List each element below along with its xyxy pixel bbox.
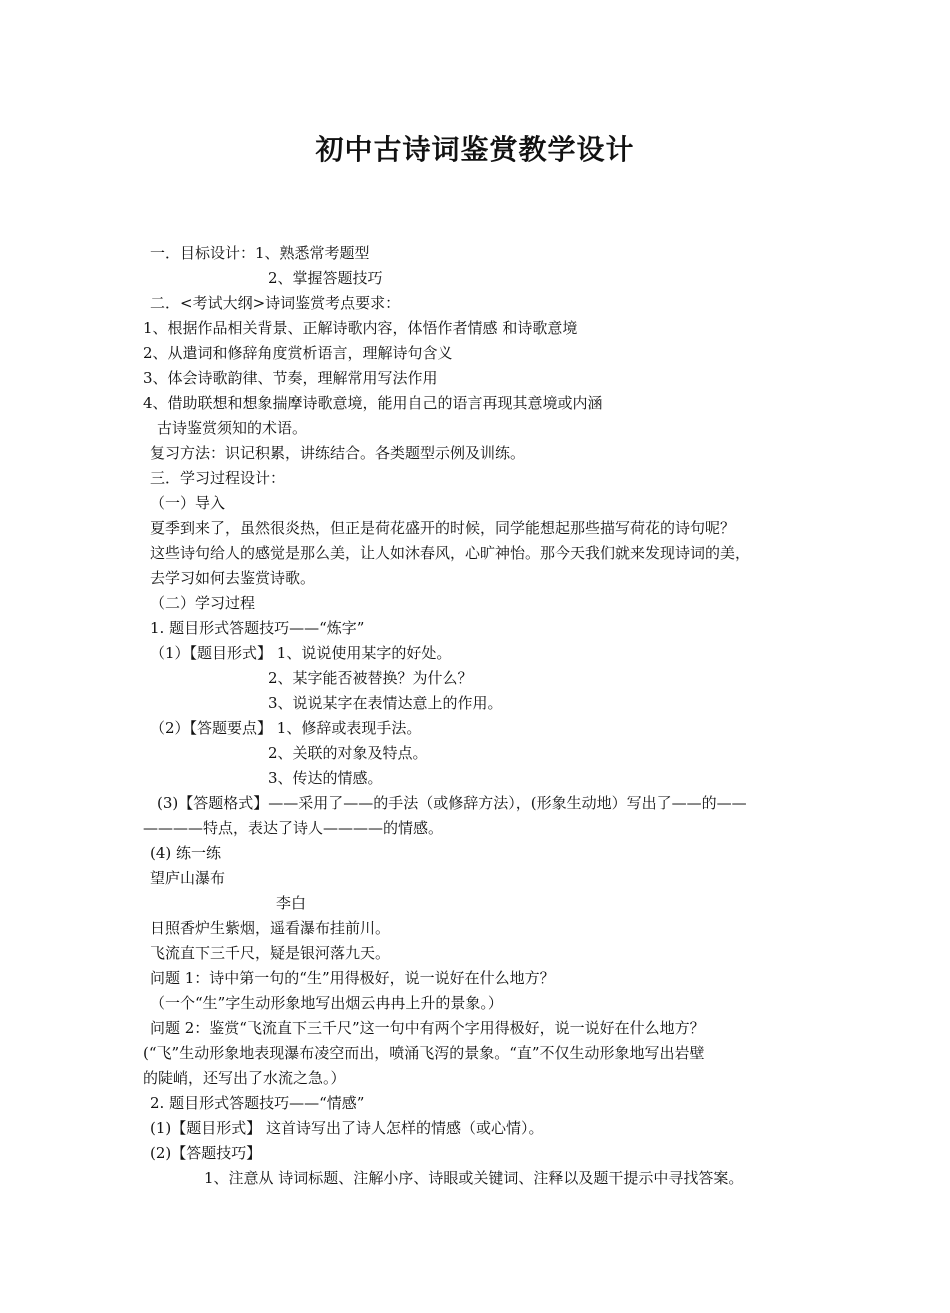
syllabus-item-2: 2、从遣词和修辞角度赏析语言，理解诗句含义 [143,344,453,362]
poem-line-2: 飞流直下三千尺，疑是银河落九天。 [150,944,391,962]
answer-format-line-2: ————特点，表达了诗人————的情感。 [143,819,444,837]
question-form-1: （1）【题目形式】 1、说说使用某字的好处。 [150,644,452,662]
question-form-3: 3、说说某字在表情达意上的作用。 [268,694,503,712]
intro-paragraph-line-1: 夏季到来了，虽然很炎热，但正是荷花盛开的时候，同学能想起那些描写荷花的诗句呢？ [150,519,736,537]
intro-heading: （一）导入 [150,494,226,512]
answer-1: （一个“生”字生动形象地写出烟云冉冉上升的景象。） [150,994,503,1012]
answer-format-line-1: (3)【答题格式】——采用了——的手法（或修辞方法），(形象生动地）写出了——的—— [157,794,747,812]
section-2-heading: 2. 题目形式答题技巧——“情感” [150,1094,365,1112]
intro-paragraph-line-3: 去学习如何去鉴赏诗歌。 [150,569,316,587]
learning-process-heading: （二）学习过程 [150,594,256,612]
syllabus-heading: 二．<考试大纲>诗词鉴赏考点要求： [150,294,401,312]
poem-line-1: 日照香炉生紫烟，遥看瀑布挂前川。 [150,919,391,937]
poem-title: 望庐山瀑布 [150,869,226,887]
answer-2-line-1: (“飞”生动形象地表现瀑布凌空而出，喷涌飞泻的景象。“直”不仅生动形象地写出岩壁 [143,1044,705,1062]
terminology-note: 古诗鉴赏须知的术语。 [157,419,308,437]
technique-item-1: 1、注意从 诗词标题、注解小序、诗眼或关键词、注释以及题干提示中寻找答案。 [204,1169,744,1187]
section-1-heading: 1. 题目形式答题技巧——“炼字” [150,619,365,637]
answer-point-2: 2、关联的对象及特点。 [268,744,428,762]
goal-heading: 一．目标设计：1、熟悉常考题型 [150,244,370,262]
syllabus-item-3: 3、体会诗歌韵律、节奏，理解常用写法作用 [143,369,438,387]
syllabus-item-1: 1、根据作品相关背景、正解诗歌内容，体悟作者情感 和诗歌意境 [143,319,578,337]
syllabus-item-4: 4、借助联想和想象揣摩诗歌意境，能用自己的语言再现其意境或内涵 [143,394,603,412]
review-method: 复习方法：识记积累，讲练结合。各类题型示例及训练。 [150,444,526,462]
intro-paragraph-line-2: 这些诗句给人的感觉是那么美，让人如沐春风，心旷神怡。那今天我们就来发现诗词的美， [150,544,751,562]
practice-heading: (4) 练一练 [150,844,222,862]
emotion-question-form: (1)【题目形式】 这首诗写出了诗人怎样的情感（或心情）。 [150,1119,544,1137]
answer-2-line-2: 的陡峭，还写出了水流之急。） [143,1069,346,1087]
goal-item-2: 2、掌握答题技巧 [268,269,383,287]
process-heading: 三．学习过程设计： [150,469,286,487]
answer-point-3: 3、传达的情感。 [268,769,383,787]
poem-author: 李白 [276,894,307,912]
emotion-answer-technique: (2)【答题技巧】 [150,1144,262,1162]
question-1: 问题 1：诗中第一句的“生”用得极好，说一说好在什么地方？ [150,969,555,987]
answer-point-1: （2）【答题要点】 1、修辞或表现手法。 [150,719,422,737]
document-title: 初中古诗词鉴赏教学设计 [315,133,635,166]
question-form-2: 2、某字能否被替换？为什么？ [268,669,473,687]
question-2: 问题 2：鉴赏“飞流直下三千尺”这一句中有两个字用得极好，说一说好在什么地方？ [150,1019,705,1037]
